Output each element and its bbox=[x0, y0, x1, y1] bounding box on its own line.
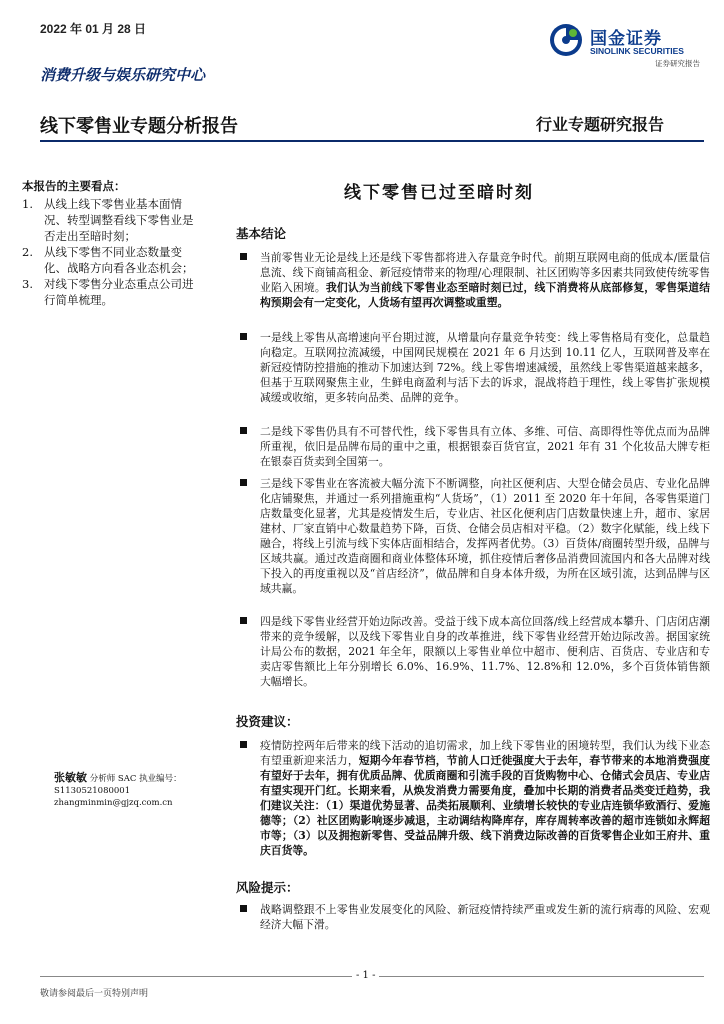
bullet-paragraph bbox=[260, 902, 710, 932]
research-center: 消费升级与娱乐研究中心 bbox=[40, 66, 206, 84]
paragraph-text: 三是线下零售业在客流被大幅分流下不断调整，向社区便利店、大型仓储会员店、专业化品牌化店铺聚焦，并通过一系列措施重构“人货场”，（1）2011 至 2020 年十年间，各零售渠道门店数量变化显著，尤其是疫情发生后，专业店、社区化便利店门店数量快速上升，超市、家居建材、厂家直销中心数量趋势下降，百货、仓储会员店相对平稳。（2）数字化赋能，线上线下融合，将线上引流与线下实体店面相结合，发挥两者优势。（3）百货体/商圈转型升级，品牌与区域共赢。通过改造商圈和商业体整体环境，抓住疫情后奢侈品消费回流国内和各大品牌对线下投入的再度重视以及“首店经济”，做品牌和自身本体升级，为所在区域引流，达到品牌与区域共赢。 bbox=[260, 477, 710, 595]
bullet-square-icon bbox=[240, 905, 247, 912]
paragraph-text: 一是线上零售从高增速向平台期过渡，从增量向存量竞争转变：线上零售格局有变化，总量趋向稳定。互联网拉流减缓，中国网民规模在 2021 年 6 月达到 10.11 亿人，互联网普及率在新冠疫情防控措施的推动下加速达到 72%。线上零售增速减缓，虽然线上零售渠道越来越多，但基于互联网聚焦主业，生鲜电商盈利与活下去的诉求，混战将趋于理性，线上零售扩张规模减缓或收缩，更多转向品类、品牌的竞争。 bbox=[260, 331, 710, 404]
list-item-text: 从线上线下零售业基本面情况、转型调整看线下零售业是否走出至暗时刻； bbox=[44, 197, 194, 243]
logo-en-text: SINOLINK SECURITIES bbox=[590, 46, 684, 56]
bullet-square-icon bbox=[240, 617, 247, 624]
analyst-role: 分析师 SAC 执业编号：S1130521080001 bbox=[54, 774, 182, 796]
report-type: 行业专题研究报告 bbox=[536, 115, 665, 134]
paragraph-text: 四是线下零售业经营开始边际改善。受益于线下成本高位回落/线上经营成本攀升、门店闭店潮带来的竞争缓解，以及线下零售业自身的改革推进，线下零售业经营开始边际改善。据国家统计局公布的数据，2021 年全年，限额以上零售业单位中超市、便利店、百货店、专业店和专卖店零售额比上年分别增长 6.0%、16.9%、11.7%、12.8%和 12.0%，多个百货体销售额大幅增长。 bbox=[260, 615, 710, 688]
report-date: 2022 年 01 月 28 日 bbox=[40, 22, 147, 36]
list-item-text: 对线下零售分业态重点公司进行简单梳理。 bbox=[44, 277, 194, 307]
bullet-paragraph bbox=[260, 330, 710, 405]
logo-cn-text: 国金证券 bbox=[590, 29, 662, 48]
list-item-number: 1. bbox=[22, 197, 33, 211]
bullet-square-icon bbox=[240, 741, 247, 748]
bullet-paragraph bbox=[260, 738, 710, 858]
analyst-name: 张敏敏 bbox=[54, 771, 87, 784]
list-item bbox=[22, 244, 204, 276]
bullet-square-icon bbox=[240, 333, 247, 340]
bullet-square-icon bbox=[240, 427, 247, 434]
list-item-text: 从线下零售不同业态数量变化、战略方向看各业态机会； bbox=[44, 245, 194, 275]
paragraph-text: 战略调整跟不上零售业发展变化的风险、新冠疫情持续严重或发生新的流行病毒的风险、宏观经济大幅下滑。 bbox=[260, 903, 710, 931]
sidebar-title: 本报告的主要看点： bbox=[22, 179, 126, 193]
section-heading: 投资建议： bbox=[236, 714, 299, 729]
paragraph-emphasis: 我们认为当前线下零售业态至暗时刻已过，线下消费将从底部修复，零售渠道结构预期会有一定变化，人货场有望再次调整或重塑。 bbox=[260, 281, 711, 309]
list-item bbox=[22, 196, 204, 244]
bullet-paragraph bbox=[260, 424, 710, 469]
header-rule bbox=[40, 140, 704, 142]
page-number: - 1 - bbox=[352, 970, 379, 981]
bullet-square-icon bbox=[240, 479, 247, 486]
bullet-paragraph bbox=[260, 614, 710, 689]
analyst-info bbox=[54, 772, 244, 809]
sidebar-highlights bbox=[22, 178, 204, 308]
analyst-email: zhangminmin@gjzq.com.cn bbox=[54, 798, 173, 808]
list-item bbox=[22, 276, 204, 308]
bullet-paragraph bbox=[260, 250, 710, 310]
section-heading: 基本结论 bbox=[236, 226, 287, 241]
bullet-square-icon bbox=[240, 253, 247, 260]
bullet-paragraph bbox=[260, 476, 710, 596]
main-title: 线下零售已过至暗时刻 bbox=[344, 183, 534, 203]
footer-disclaimer: 敬请参阅最后一页特别声明 bbox=[40, 989, 149, 999]
list-item-number: 3. bbox=[22, 277, 33, 291]
paragraph-text: 疫情防控两年后带来的线下活动的追切需求，加上线下零售业的困境转型，我们认为线下业态有望重新迎来活力， bbox=[260, 739, 710, 767]
logo-subtitle: 证券研究报告 bbox=[655, 59, 700, 68]
company-logo bbox=[548, 22, 708, 62]
logo-mark-icon bbox=[548, 22, 584, 58]
section-heading: 风险提示： bbox=[236, 880, 299, 895]
report-title: 线下零售业专题分析报告 bbox=[40, 116, 238, 136]
paragraph-text: 当前零售业无论是线上还是线下零售都将进入存量竞争时代。前期互联网电商的低成本/匿量信息流、线下商铺高租金、新冠疫情带来的物理/心理限制、社区团购等多因素共同致使传统零售业陷入困境。 bbox=[260, 251, 710, 294]
paragraph-emphasis: 短期今年春节档，节前人口迁徙强度大于去年，春节带来的本地消费强度有望好于去年，拥有优质品牌、优质商圈和引流手段的百货购物中心、仓储式会员店、专业店有望实现开门红。长期来看，从焕发消费力需要角度，叠加中长期的消费者品类变迁趋势，我们建议关注：（1）渠道优势显著、品类拓展顺利、业绩增长较快的专业店连锁华致酒行、爱施德等；（2）社区团购影响逐步减退，主动调结构降库存，库存周转率改善的超市连锁如永辉超市等；（3）以及拥抱新零售、受益品牌升级、线下消费边际改善的百货零售企业如王府井、重庆百货等。 bbox=[260, 754, 711, 857]
list-item-number: 2. bbox=[22, 245, 33, 259]
paragraph-text: 二是线下零售仍具有不可替代性，线下零售具有立体、多维、可信、高即得性等优点而为品牌所重视，依旧是品牌布局的重中之重，根据银泰百货官宣，2021 年有 31 个化妆品大牌专柜在银泰百货卖到全国第一。 bbox=[260, 425, 710, 468]
